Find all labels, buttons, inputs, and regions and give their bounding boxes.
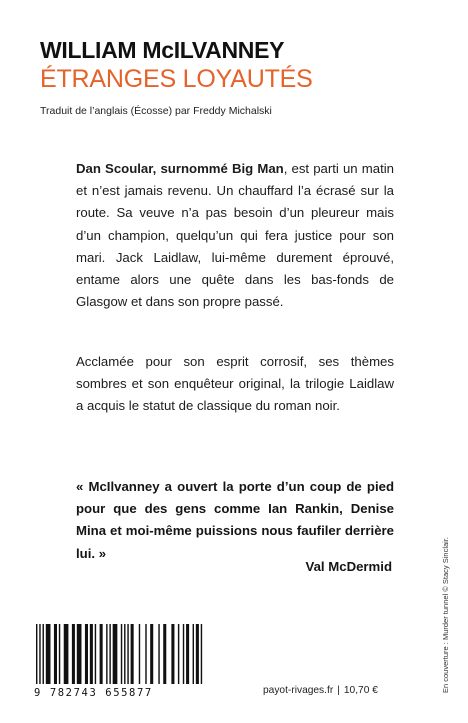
footer-separator: | bbox=[337, 685, 340, 696]
blurb-paragraph-2: Acclamée pour son esprit corrosif, ses thèmes sombres et son enquêteur original, la trilogie Laidlaw a acquis le statut de classique du roman noir. bbox=[76, 354, 394, 414]
blurb-paragraph-1 bbox=[76, 158, 394, 313]
barcode-bar bbox=[178, 624, 179, 684]
barcode-bar bbox=[150, 624, 153, 684]
barcode-bar bbox=[95, 624, 96, 684]
barcode-bar bbox=[186, 624, 189, 684]
review-quote: « McIlvanney a ouvert la porte d’un coup de pied pour que des gens comme Ian Rankin, Denise Mina et moi-même puissions nous faufiler derrière lui. » bbox=[76, 479, 394, 561]
book-author: WILLIAM McILVANNEY bbox=[40, 37, 285, 63]
barcode-bar bbox=[131, 624, 134, 684]
barcode-bar bbox=[64, 624, 69, 684]
translator-credit: Traduit de l’anglais (Écosse) par Freddy Michalski bbox=[40, 105, 272, 117]
barcode-bar bbox=[121, 624, 122, 684]
barcode-bar bbox=[196, 624, 199, 684]
barcode-bar bbox=[59, 624, 60, 684]
barcode-bar bbox=[158, 624, 159, 684]
barcode-bar bbox=[54, 624, 57, 684]
blurb-paragraph-1-text: , est parti un matin et n’est jamais revenu. Un chauffard l’a écrasé sur la route. Sa veuve n’a pas besoin d’un pleureur mais d’un champion, quelqu’un qui fera justice pour son mari. Jack Laidlaw, lui-même durement éprouvé, entame alors une quête dans les bas-fonds de Glasgow et dans son propre passé. bbox=[76, 161, 394, 310]
barcode-bar bbox=[77, 624, 82, 684]
barcode-bar bbox=[39, 624, 40, 684]
cover-photo-credit: En couverture : Murder tunnel © Stacy Sinclair. bbox=[441, 536, 450, 693]
barcode-bars bbox=[34, 624, 206, 686]
barcode-bar bbox=[113, 624, 118, 684]
quote-author: Val McDermid bbox=[305, 559, 392, 574]
barcode-bar bbox=[72, 624, 75, 684]
barcode-bar bbox=[201, 624, 202, 684]
barcode-bar bbox=[109, 624, 110, 684]
barcode bbox=[34, 624, 206, 704]
barcode-bar bbox=[183, 624, 184, 684]
barcode-bar bbox=[100, 624, 103, 684]
barcode-bar bbox=[46, 624, 51, 684]
barcode-bar bbox=[163, 624, 166, 684]
barcode-bar bbox=[85, 624, 88, 684]
isbn-number: 9 782743 655877 bbox=[34, 687, 153, 699]
barcode-bar bbox=[36, 624, 37, 684]
barcode-bar bbox=[124, 624, 125, 684]
publisher-website: payot-rivages.fr bbox=[263, 685, 334, 696]
publisher-footer bbox=[263, 684, 378, 698]
barcode-bar bbox=[139, 624, 140, 684]
barcode-bar bbox=[106, 624, 107, 684]
barcode-bar bbox=[171, 624, 174, 684]
barcode-bar bbox=[43, 624, 44, 684]
barcode-bar bbox=[90, 624, 93, 684]
book-title: ÉTRANGES LOYAUTÉS bbox=[40, 65, 313, 93]
book-price: 10,70 € bbox=[343, 685, 378, 696]
barcode-bar bbox=[145, 624, 146, 684]
blurb-bold-lead: Dan Scoular, surnommé Big Man bbox=[76, 161, 284, 176]
barcode-bar bbox=[127, 624, 128, 684]
barcode-bar bbox=[193, 624, 194, 684]
